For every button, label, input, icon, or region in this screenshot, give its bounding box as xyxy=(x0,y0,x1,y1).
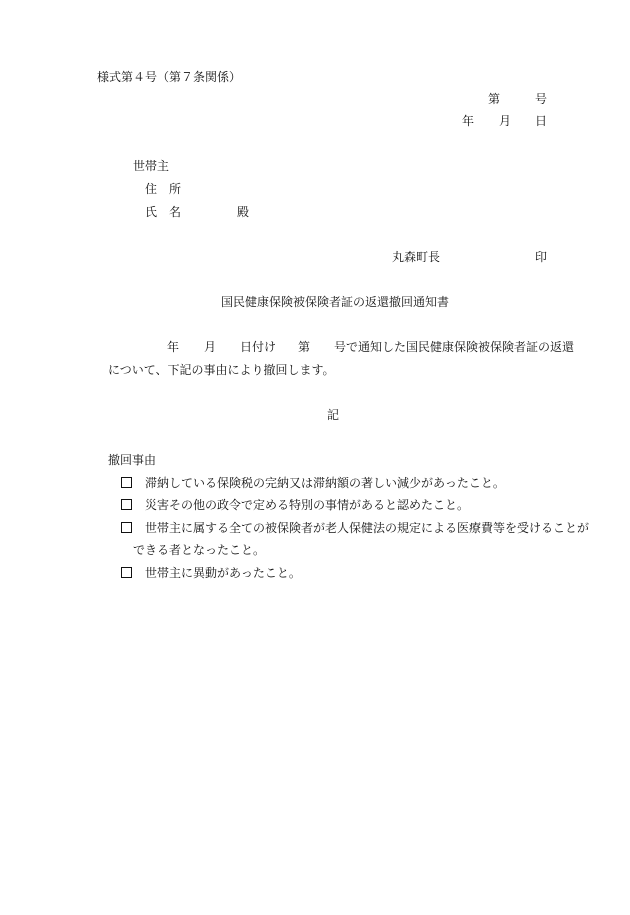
body-no-prefix: 第 xyxy=(298,340,311,354)
issuer-seal: 印 xyxy=(535,250,548,264)
recipient-name-label: 氏 名 xyxy=(145,205,182,219)
body-day-ref: 日付け xyxy=(240,340,277,354)
body-month: 月 xyxy=(204,340,217,354)
recipient-head: 世帯主 xyxy=(133,159,170,173)
reason-checkbox xyxy=(121,520,132,536)
body-line1-rest: 号で通知した国民健康保険被保険者証の返還 xyxy=(334,340,575,354)
date-year: 年 xyxy=(462,114,475,128)
recipient-address-label: 住 所 xyxy=(145,182,182,196)
body-year: 年 xyxy=(167,340,180,354)
doc-number-prefix: 第 xyxy=(488,92,501,106)
reason-item: 災害その他の政令で定める特別の事情があると認めたこと。 xyxy=(145,498,470,512)
reason-item: 世帯主に属する全ての被保険者が老人保健法の規定による医療費等を受けることが xyxy=(145,521,590,535)
ki-mark: 記 xyxy=(327,408,340,422)
reason-item: 世帯主に異動があったこと。 xyxy=(145,566,301,580)
reason-checkbox xyxy=(121,475,132,491)
form-number: 様式第４号（第７条関係） xyxy=(97,70,242,84)
document-title: 国民健康保険被保険者証の返還撤回通知書 xyxy=(221,295,450,309)
reason-checkbox xyxy=(121,497,132,513)
issuer-name: 丸森町長 xyxy=(392,250,441,264)
date-day: 日 xyxy=(535,114,548,128)
recipient-honorific: 殿 xyxy=(237,205,250,219)
reason-item: 滞納している保険税の完納又は滞納額の著しい減少があったこと。 xyxy=(145,476,505,490)
date-month: 月 xyxy=(499,114,512,128)
reason-item-continuation: できる者となったこと。 xyxy=(133,543,266,557)
body-line2: について、下記の事由により撤回します。 xyxy=(108,363,335,377)
reason-checkbox xyxy=(121,565,132,581)
reasons-heading: 撤回事由 xyxy=(108,453,157,467)
doc-number-suffix: 号 xyxy=(535,92,548,106)
